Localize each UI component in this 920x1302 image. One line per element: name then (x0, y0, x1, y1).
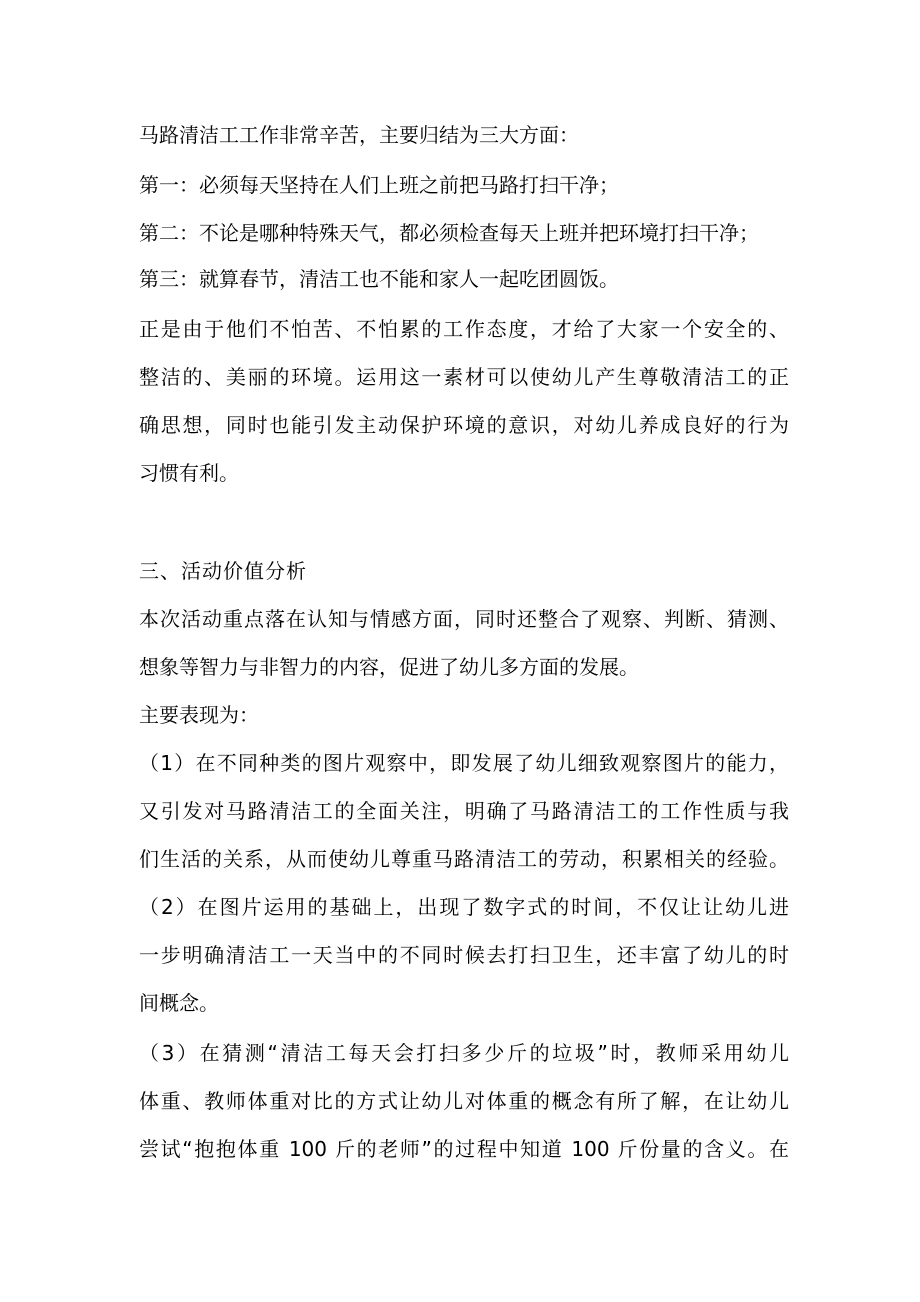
paragraph2-line-2: 想象等智力与非智力的内容，促进了幼儿多方面的发展。 (139, 655, 639, 679)
intro-line-4: 第三：就算春节，清洁工也不能和家人一起吃团圆饭。 (139, 267, 619, 291)
item1-line-2: 又引发对马路清洁工的全面关注，明确了马路清洁工的工作性质与我 (139, 799, 789, 823)
intro-line-1: 马路清洁工工作非常辛苦，主要归结为三大方面： (139, 123, 579, 147)
item3-line-3: 尝试“抱抱体重 100 斤的老师”的过程中知道 100 斤份量的含义。在 (139, 1137, 789, 1161)
section-heading: 三、活动价值分析 (139, 559, 307, 583)
item2-line-2: 一步明确清洁工一天当中的不同时候去打扫卫生，还丰富了幼儿的时 (139, 943, 789, 967)
paragraph1-line-2: 整洁的、美丽的环境。运用这一素材可以使幼儿产生尊敬清洁工的正 (139, 365, 789, 389)
item3-line-2: 体重、教师体重对比的方式让幼儿对体重的概念有所了解，在让幼儿 (139, 1089, 789, 1113)
paragraph1-line-3: 确思想，同时也能引发主动保护环境的意识，对幼儿养成良好的行为 (139, 413, 789, 437)
summary-label: 主要表现为： (139, 703, 259, 727)
paragraph2-line-1: 本次活动重点落在认知与情感方面，同时还整合了观察、判断、猜测、 (139, 607, 789, 631)
paragraph1-line-4: 习惯有利。 (139, 461, 239, 485)
paragraph1-line-1: 正是由于他们不怕苦、不怕累的工作态度，才给了大家一个安全的、 (139, 317, 789, 341)
item2-line-3: 间概念。 (139, 991, 219, 1015)
intro-line-3: 第二：不论是哪种特殊天气，都必须检查每天上班并把环境打扫干净； (139, 221, 759, 245)
item2-line-1: （2）在图片运用的基础上，出现了数字式的时间，不仅让让幼儿进 (139, 895, 789, 919)
item1-line-3: 们生活的关系，从而使幼儿尊重马路清洁工的劳动，积累相关的经验。 (139, 847, 789, 871)
intro-line-2: 第一：必须每天坚持在人们上班之前把马路打扫干净； (139, 173, 619, 197)
item3-line-1: （3）在猜测“清洁工每天会打扫多少斤的垃圾”时，教师采用幼儿 (139, 1041, 789, 1065)
item1-line-1: （1）在不同种类的图片观察中，即发展了幼儿细致观察图片的能力， (139, 751, 789, 775)
